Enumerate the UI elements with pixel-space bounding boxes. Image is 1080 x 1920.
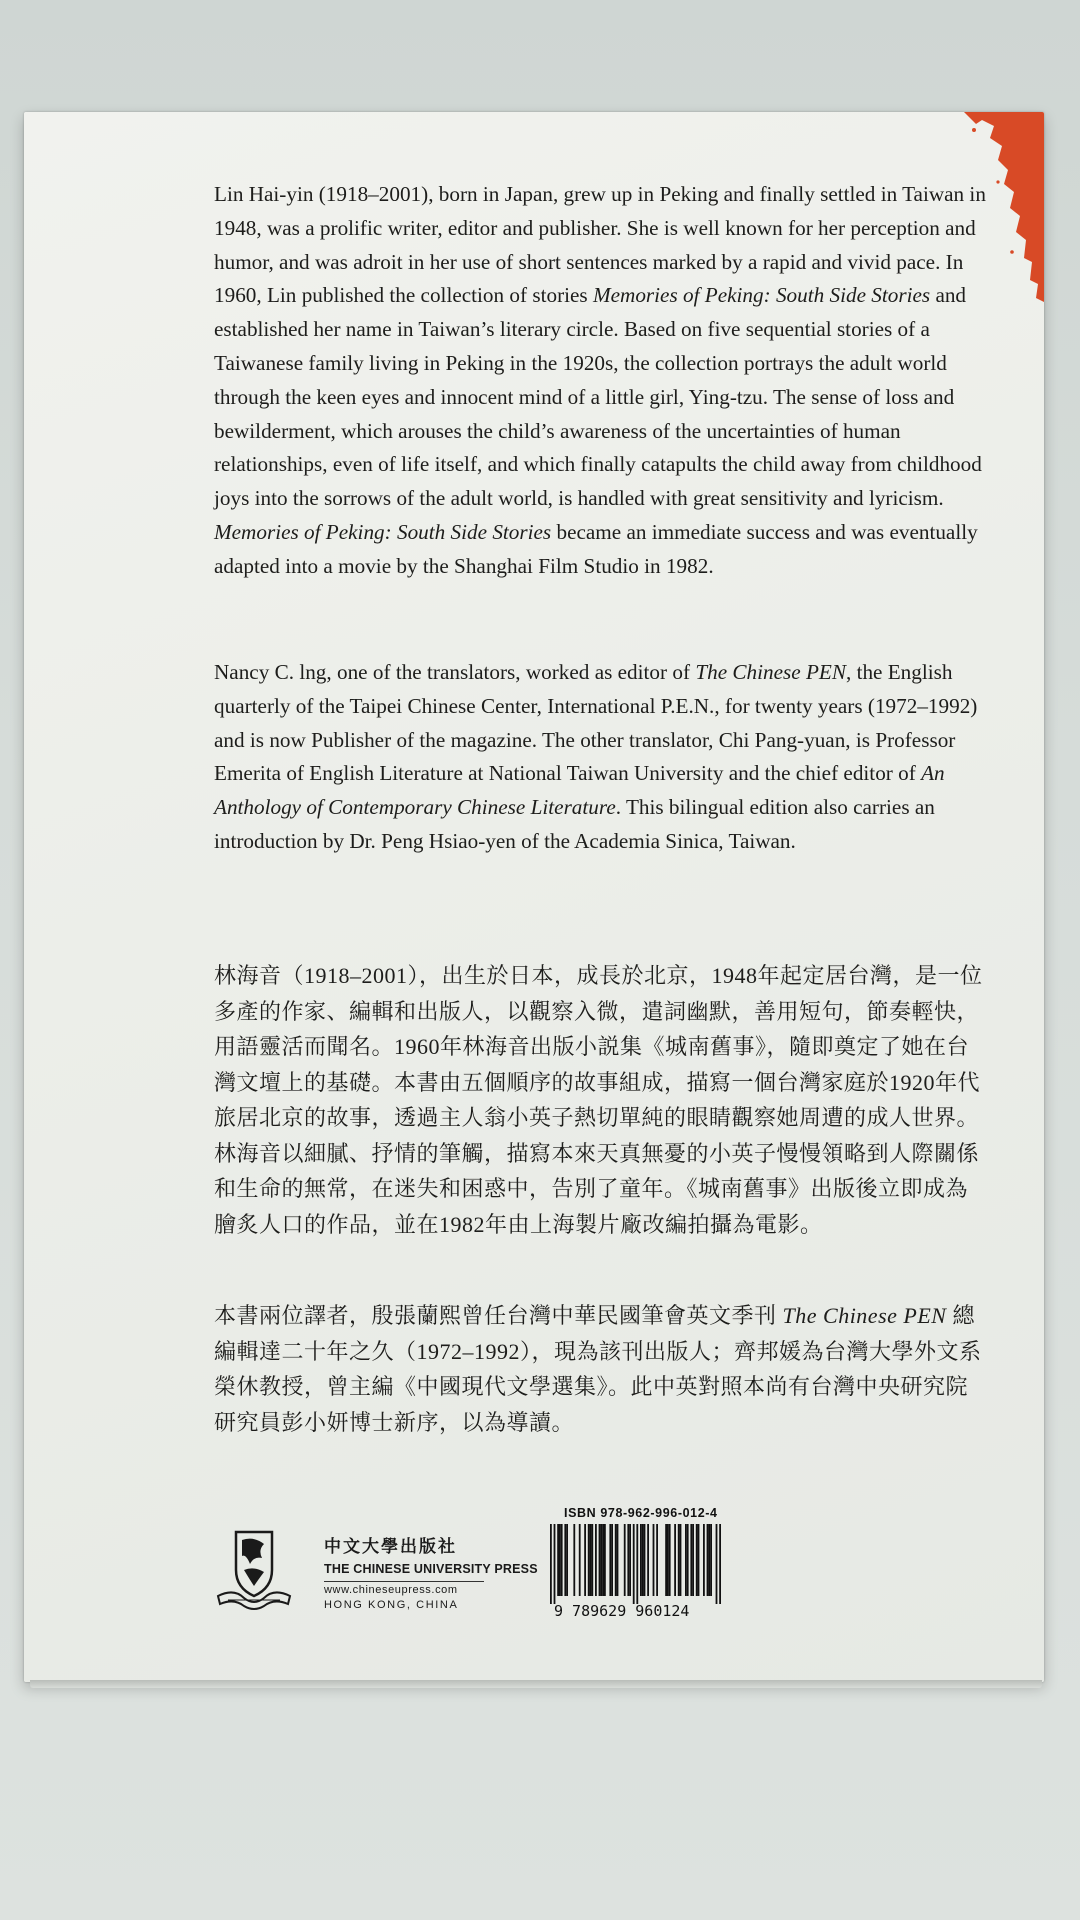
barcode-bar — [579, 1524, 581, 1596]
barcode-bar — [564, 1524, 566, 1596]
barcode-bar — [703, 1524, 705, 1596]
barcode-bar — [636, 1524, 638, 1604]
barcode-bar — [600, 1524, 602, 1596]
paragraph-text — [214, 656, 986, 859]
publisher-name-english: THE CHINESE UNIVERSITY PRESS — [324, 1562, 538, 1576]
publisher-divider — [324, 1581, 484, 1582]
english-synopsis-paragraph — [214, 178, 986, 584]
text-segment: 林海音（1918–2001），出生於日本，成長於北京，1948年起定居台灣，是一位多產的作家、編輯和出版人，以觀察入微，遣詞幽默，善用短句，節奏輕快，用語靈活而聞名。1960年林海音出版小説集《城南舊事》，隨即奠定了她在台灣文壇上的基礎。本書由五個順序的故事組成，描寫一個台灣家庭於1920年代旅居北京的故事，透過主人翁小英子熱切單純的眼睛觀察她周遭的成人世界。林海音以細膩、抒情的筆觸，描寫本來天真無憂的小英子慢慢領略到人際關係和生命的無常，在迷失和困惑中，告別了童年。《城南舊事》出版後立即成為膾炙人口的作品，並在1982年由上海製片廠改編拍攝為電影。 — [214, 963, 983, 1237]
isbn-barcode — [530, 1506, 730, 1632]
barcode-bar — [588, 1524, 590, 1596]
barcode-bar — [557, 1524, 559, 1596]
text-segment: , the English quarterly of the Taipei Chinese Center, International P.E.N., for twenty years (1972–1992) and is now Publisher of the magazine. The other translator, Chi Pang-yuan, is Professor Emerita of English Literature at National Taiwan University and the chief editor of — [214, 660, 978, 786]
barcode-bar — [665, 1524, 667, 1596]
text-segment: 總編輯達二十年之久（1972–1992），現為該刊出版人；齊邦媛為台灣大學外文系榮休教授，曾主編《中國現代文學選集》。此中英對照本尚有台灣中央研究院研究員彭小妍博士新序，以為導讀。 — [214, 1303, 982, 1435]
barcode-bar — [644, 1524, 646, 1596]
barcode-bar — [550, 1524, 552, 1604]
barcode-bar — [554, 1524, 556, 1604]
paragraph-text — [214, 958, 986, 1242]
barcode-bar — [573, 1524, 575, 1596]
text-segment: Nancy C. lng, one of the translators, worked as editor of — [214, 660, 696, 684]
barcode-bar — [559, 1524, 561, 1596]
text-segment: became an immediate success and was eventually adapted into a movie by the Shanghai Film Studio in 1982. — [214, 519, 978, 578]
chinese-synopsis-paragraph — [214, 958, 986, 1242]
barcode-bar — [647, 1524, 649, 1596]
italic-title-segment: Memories of Peking: South Side Stories — [592, 283, 931, 308]
book-back-cover — [24, 112, 1044, 1682]
barcode-digits: 9 789629 960124 — [554, 1602, 690, 1620]
barcode-bar — [656, 1524, 658, 1596]
barcode-bar — [590, 1524, 592, 1596]
barcode-bar — [698, 1524, 700, 1596]
barcode-bar — [615, 1524, 617, 1596]
italic-title-segment: Memories of Peking: South Side Stories — [214, 519, 552, 544]
isbn-label: ISBN 978-962-996-012-4 — [564, 1506, 718, 1520]
barcode-bar — [617, 1524, 619, 1596]
barcode-bars — [530, 1524, 730, 1606]
text-segment: Lin Hai-yin (1918–2001), born in Japan, grew up in Peking and finally settled in Taiwan in 1948, was a prolific writer, editor and publisher. She is well known for her perception and humor, and was adroit in her use of short sentences marked by a rapid and vivid pace. In 1960, Lin published the collection of stories — [214, 182, 986, 308]
barcode-bar — [584, 1524, 586, 1596]
barcode-bar — [653, 1524, 655, 1596]
text-segment: . This bilingual edition also carries an introduction by Dr. Peng Hsiao-yen of the Academia Sinica, Taiwan. — [214, 795, 935, 853]
barcode-bar — [624, 1524, 626, 1596]
barcode-bar — [602, 1524, 604, 1596]
barcode-bar — [627, 1524, 629, 1596]
english-translators-paragraph — [214, 656, 986, 859]
barcode-bar — [640, 1524, 642, 1596]
italic-title-segment: An Anthology of Contemporary Chinese Literature — [214, 761, 945, 820]
chinese-translators-paragraph — [214, 1298, 986, 1440]
barcode-bar — [561, 1524, 563, 1596]
publisher-location: HONG KONG, CHINA — [324, 1599, 459, 1611]
barcode-bar — [685, 1524, 687, 1596]
barcode-bar — [566, 1524, 568, 1596]
italic-title-segment: The Chinese PEN — [782, 1303, 947, 1328]
barcode-bar — [680, 1524, 682, 1596]
barcode-bar — [696, 1524, 698, 1596]
barcode-bar — [599, 1524, 601, 1596]
barcode-bar — [692, 1524, 694, 1596]
barcode-bar — [595, 1524, 597, 1596]
paragraph-text — [214, 178, 986, 584]
text-segment: and established her name in Taiwan’s literary circle. Based on five sequential stories of a Taiwanese family living in Peking in the 1920s, the collection portrays the adult world through the keen eyes and innocent mind of a little girl, Ying-tzu. The sense of loss and bewilderment, which arouses the child’s awareness of the uncertainties of human relationships, even of life itself, and which finally catapults the child away from childhood joys into the sorrows of the adult world, is handled with great sensitivity and lyricism. — [214, 283, 982, 511]
barcode-bar — [611, 1524, 613, 1596]
barcode-bar — [710, 1524, 712, 1596]
italic-title-segment: The Chinese PEN — [695, 660, 846, 684]
barcode-bar — [591, 1524, 593, 1596]
cover-bottom-edge — [30, 1680, 1042, 1688]
barcode-bar — [633, 1524, 635, 1604]
barcode-bar — [674, 1524, 676, 1596]
publisher-logo — [214, 1526, 538, 1616]
barcode-bar — [690, 1524, 692, 1596]
university-crest-icon — [214, 1526, 294, 1612]
barcode-bar — [629, 1524, 631, 1596]
barcode-bar — [687, 1524, 689, 1596]
barcode-bar — [716, 1524, 718, 1604]
text-segment: 本書兩位譯者，殷張蘭熙曾任台灣中華民國筆會英文季刊 — [214, 1303, 783, 1328]
barcode-bar — [707, 1524, 709, 1596]
publisher-name-chinese: 中文大學出版社 — [324, 1537, 457, 1557]
barcode-bar — [678, 1524, 680, 1596]
barcode-bar — [708, 1524, 710, 1596]
barcode-bar — [667, 1524, 669, 1596]
barcode-bar — [669, 1524, 671, 1596]
barcode-bar — [719, 1524, 721, 1604]
paragraph-text — [214, 1298, 986, 1440]
barcode-bar — [609, 1524, 611, 1596]
barcode-bar — [604, 1524, 606, 1596]
publisher-url: www.chineseupress.com — [324, 1584, 458, 1596]
barcode-bar — [642, 1524, 644, 1596]
